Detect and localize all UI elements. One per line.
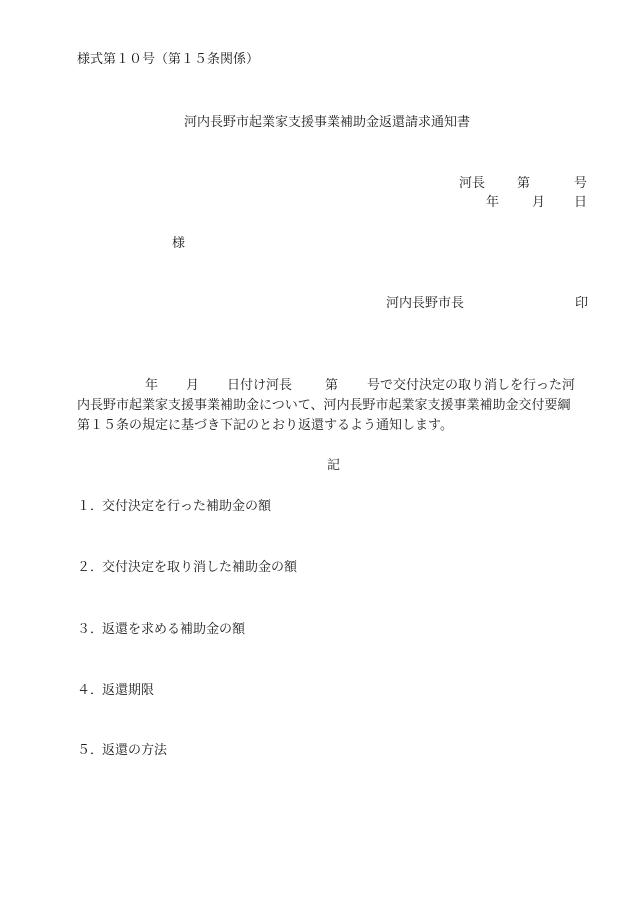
list-item [77, 499, 271, 515]
list-item [77, 560, 297, 576]
item-number: ３． [77, 622, 104, 637]
reference-prefix: 河長 [459, 176, 486, 191]
body-dai: 第 [325, 378, 339, 393]
reference-dai: 第 [517, 176, 531, 191]
item-number: ５． [77, 743, 104, 758]
date-year-label: 年 [486, 195, 500, 210]
body-year-label: 年 [145, 378, 159, 393]
item-label: 返還の方法 [102, 743, 168, 758]
date-day-label: 日 [574, 195, 588, 210]
item-label: 交付決定を行った補助金の額 [102, 499, 272, 514]
issuer-name: 河内長野市長 [386, 296, 465, 311]
body-go-rest: 号で交付決定の取り消しを行った河 [367, 378, 576, 393]
date-month-label: 月 [532, 195, 546, 210]
body-line-3: 第１５条の規定に基づき下記のとおり返還するよう通知します。 [77, 418, 453, 433]
body-line-1 [77, 376, 588, 396]
document-title: 河内長野市起業家支援事業補助金返還請求通知書 [184, 115, 471, 130]
item-number: ４． [77, 683, 104, 698]
item-label: 返還期限 [102, 683, 155, 698]
item-label: 交付決定を取り消した補助金の額 [102, 560, 298, 575]
list-item [77, 622, 245, 638]
issuer-seal: 印 [575, 296, 589, 311]
form-number: 様式第１０号（第１５条関係） [77, 52, 260, 67]
recipient-honorific: 様 [172, 236, 186, 251]
reference-go: 号 [574, 176, 588, 191]
item-number: １． [77, 499, 104, 514]
list-item [77, 683, 154, 699]
body-text [77, 376, 588, 436]
body-line-2: 内長野市起業家支援事業補助金について、河内長野市起業家支援事業補助金交付要綱 [77, 398, 571, 413]
body-month-label: 月 [186, 378, 200, 393]
item-number: ２． [77, 560, 104, 575]
item-label: 返還を求める補助金の額 [102, 622, 246, 637]
list-item [77, 743, 167, 759]
ki-heading: 記 [327, 458, 341, 473]
body-date-ref: 日付け河長 [227, 378, 293, 393]
